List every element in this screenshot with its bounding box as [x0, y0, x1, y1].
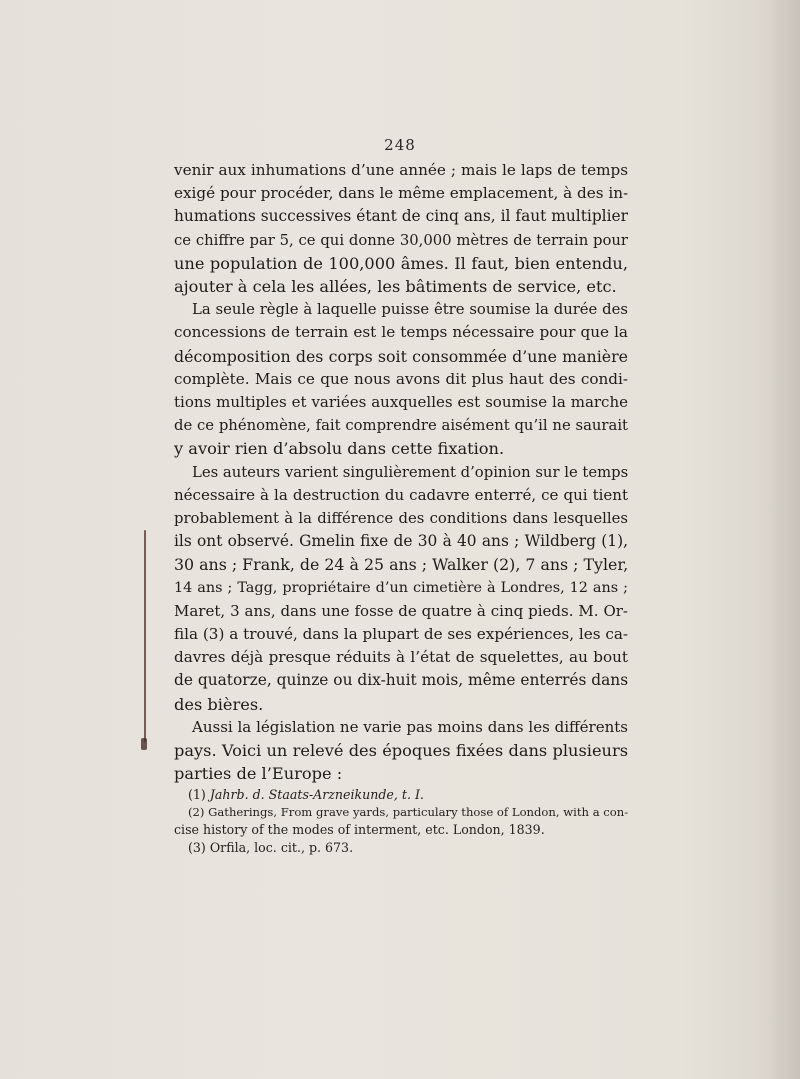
text-line: complète. Mais ce que nous avons dit plus haut des condi-: [174, 369, 628, 388]
text-line: venir aux inhumations d’une année ; mais le laps de temps: [174, 161, 628, 179]
page-edge-shadow: [760, 0, 800, 1079]
text-line: de quatorze, quinze ou dix-huit mois, même enterrés dans: [174, 671, 629, 690]
text-line: fila (3) a trouvé, dans la plupart de ses expériences, les ca-: [174, 625, 629, 644]
margin-pencil-line: [144, 530, 146, 742]
paragraph-3: [174, 461, 628, 716]
text-line: ajouter à cela les allées, les bâtiments de service, etc.: [174, 277, 617, 297]
text-line: pays. Voici un relevé des époques fixées dans plusieurs: [174, 741, 628, 761]
text-line: tions multiples et variées auxquelles est soumise la marche: [174, 393, 628, 412]
footnote-2: [174, 804, 628, 822]
footnote-3: [174, 839, 628, 857]
text-line: y avoir rien d’absolu dans cette fixation.: [174, 439, 505, 459]
text-line: décomposition des corps soit consommée d’une manière: [174, 346, 628, 366]
text-line: des bières.: [174, 694, 264, 714]
body-text: [174, 159, 628, 785]
text-line: probablement à la différence des conditions dans lesquelles: [174, 510, 628, 528]
text-line: ce chiffre par 5, ce qui donne 30,000 mètres de terrain pour: [174, 231, 628, 249]
footnote-text: Gatherings, From grave yards, particulary those of London, with a con-: [208, 804, 629, 819]
text-line: 30 ans ; Frank, de 24 à 25 ans ; Walker (2), 7 ans ; Tyler,: [174, 555, 629, 575]
text-line: humations successives étant de cinq ans, il faut multiplier: [174, 207, 628, 226]
footnote-1: [174, 786, 628, 804]
footnote-marker: (1): [188, 787, 206, 802]
text-line: ils ont observé. Gmelin fixe de 30 à 40 ans ; Wildberg (1),: [174, 532, 628, 551]
paragraph-4: [174, 716, 628, 786]
text-line: de ce phénomène, fait comprendre aisément qu’il ne saurait: [174, 417, 628, 435]
text-line: Les auteurs varient singulièrement d’opinion sur le temps: [192, 463, 629, 481]
text-line: La seule règle à laquelle puisse être soumise la durée des: [192, 301, 628, 319]
text-line: Maret, 3 ans, dans une fosse de quatre à cinq pieds. M. Or-: [174, 601, 628, 620]
text-line: une population de 100,000 âmes. Il faut, bien entendu,: [174, 253, 628, 273]
paragraph-1: [174, 159, 628, 298]
paragraph-2: [174, 298, 628, 460]
text-line: parties de l’Europe :: [174, 764, 343, 784]
footnote-marker: (2): [188, 804, 205, 819]
footnote-text: Orfila, loc. cit., p. 673.: [209, 839, 354, 855]
text-line: davres déjà presque réduits à l’état de squelettes, au bout: [174, 648, 628, 667]
text-line: nécessaire à la destruction du cadavre enterré, ce qui tient: [174, 485, 628, 504]
page-number: 248: [384, 136, 416, 154]
footnote-text: Jahrb. d. Staats-Arzneikunde, t. I.: [209, 787, 424, 802]
footnotes: [174, 786, 628, 856]
footnote-2-continued: [174, 821, 628, 839]
text-line: 14 ans ; Tagg, propriétaire d’un cimetière à Londres, 12 ans ;: [174, 579, 628, 596]
margin-pencil-mark: [141, 738, 147, 750]
footnote-text: cise history of the modes of interment, etc. London, 1839.: [174, 822, 545, 837]
text-line: exigé pour procéder, dans le même emplacement, à des in-: [174, 184, 629, 203]
text-line: Aussi la législation ne varie pas moins dans les différents: [192, 717, 628, 736]
footnote-marker: (3): [188, 839, 206, 855]
text-line: concessions de terrain est le temps nécessaire pour que la: [174, 323, 628, 342]
